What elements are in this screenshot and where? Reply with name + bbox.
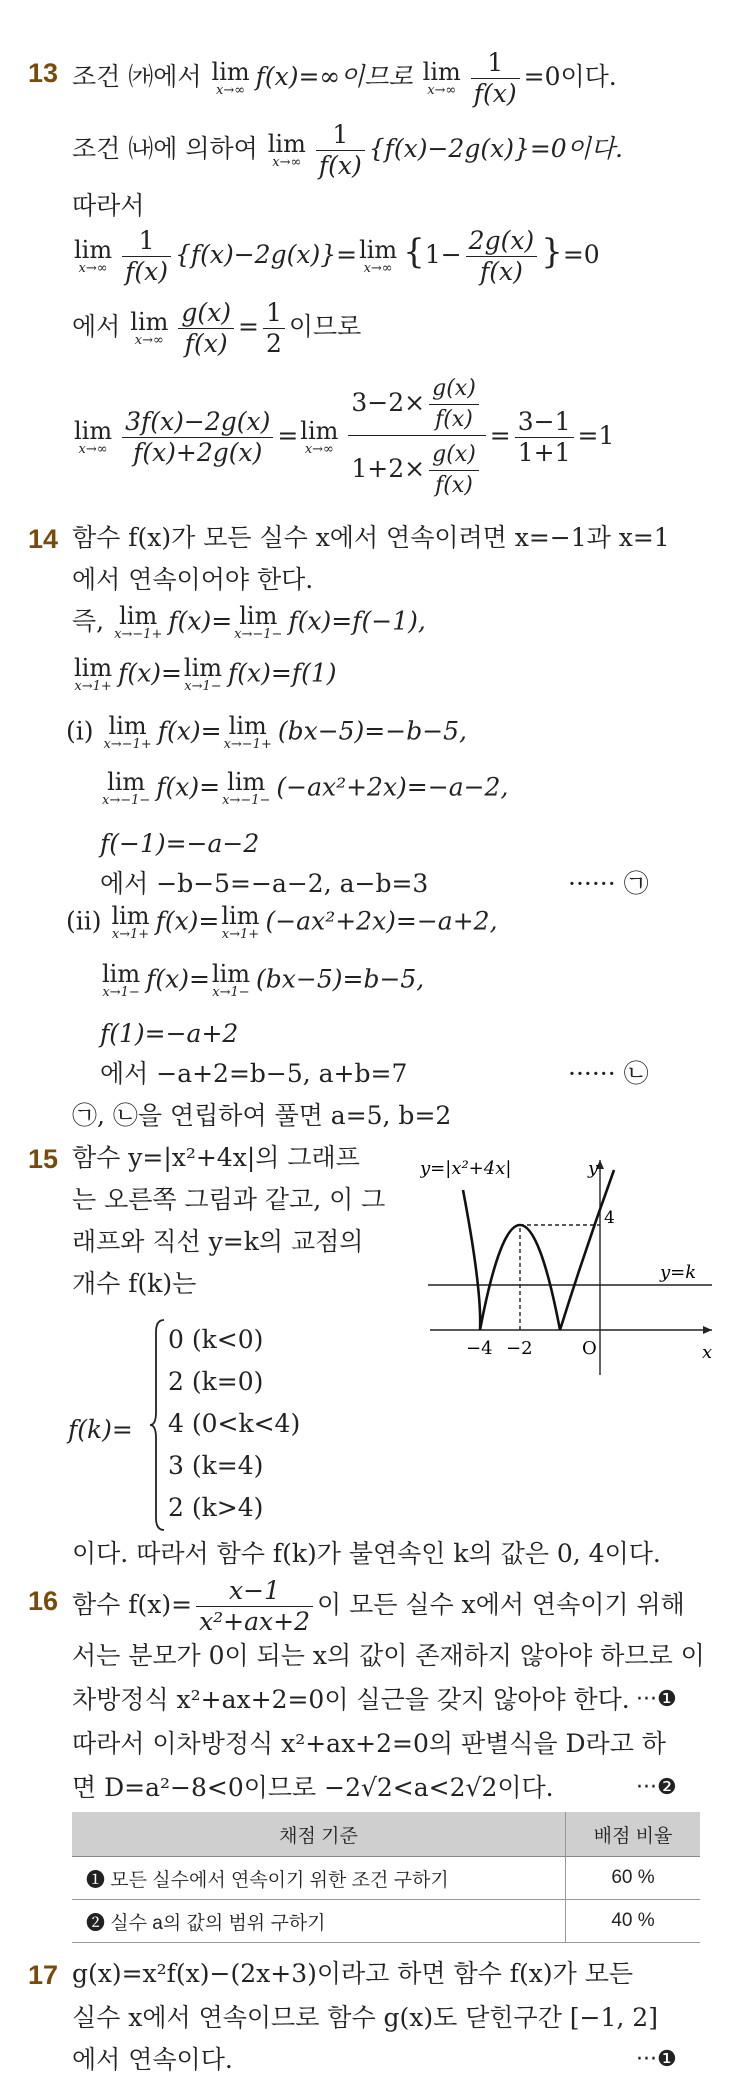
limit: lim x→−1+ bbox=[103, 712, 152, 752]
step-marker-2: ···❷ bbox=[636, 1775, 677, 1800]
fk-label: f(k)= bbox=[68, 1415, 133, 1444]
table-row bbox=[72, 1857, 700, 1900]
ratio-cell: 60 % bbox=[566, 1857, 701, 1900]
x-axis-arrow bbox=[703, 1326, 712, 1334]
p15-line-4: 개수 f(k)는 bbox=[72, 1269, 197, 1298]
problem-number-14: 14 bbox=[28, 524, 59, 554]
p14-line-4: lim x→1+ f(x)= lim x→1− f(x)=f(1) bbox=[74, 654, 337, 694]
p13-line-5: 에서 lim x→∞ $\frac{g(x)}{f(x)}$ = $\frac{1}{2}$ 이므로 bbox=[72, 298, 362, 358]
limit: lim x→1− bbox=[211, 960, 251, 1000]
limit: lim x→−1+ bbox=[223, 712, 272, 752]
p17-line-3: 에서 연속이다. bbox=[72, 2045, 233, 2074]
p17-line-2: 실수 x에서 연속이므로 함수 g(x)도 닫힌구간 [−1, 2] bbox=[72, 2003, 658, 2032]
case-row-3: 4 (0<k<4) bbox=[168, 1409, 301, 1438]
ratio-cell: 40 % bbox=[566, 1900, 701, 1943]
grading-table bbox=[72, 1812, 700, 1943]
limit: lim x→1− bbox=[183, 654, 223, 694]
p14-case-ii-line-3: f(1)=−a+2 bbox=[100, 1019, 239, 1048]
case-row-5: 2 (k>4) bbox=[168, 1493, 264, 1522]
p13-line-2: 조건 ㈏에 의하여 lim x→∞ $\frac{1}{f(x)}$ {f(x)−2g(x)}=0이다. bbox=[72, 120, 623, 180]
p14-line-1: 함수 f(x)가 모든 실수 x에서 연속이려면 x=−1과 x=1 bbox=[72, 523, 670, 552]
limit: lim x→∞ bbox=[267, 129, 306, 170]
p14-line-2: 에서 연속이어야 한다. bbox=[72, 565, 314, 594]
p13-line-3: 따라서 bbox=[72, 191, 145, 220]
header-criterion: 채점 기준 bbox=[72, 1812, 566, 1857]
criterion-cell: ❷ 실수 a의 값의 범위 구하기 bbox=[72, 1900, 566, 1943]
fraction: $\frac{1}{f(x)}$ bbox=[471, 48, 520, 109]
problem-number-16: 16 bbox=[28, 1586, 59, 1616]
p16-line-4: 따라서 이차방정식 x²+ax+2=0의 판별식을 D라고 하 bbox=[72, 1729, 666, 1758]
p17-line-1: g(x)=x²f(x)−(2x+3)이라고 하면 함수 f(x)가 모든 bbox=[72, 1959, 633, 1988]
case-row-4: 3 (k=4) bbox=[168, 1451, 264, 1480]
absolute-value-graph bbox=[420, 1150, 720, 1380]
case-row-2: 2 (k=0) bbox=[168, 1367, 264, 1396]
limit: lim x→∞ bbox=[130, 307, 169, 348]
limit: lim x→1+ bbox=[221, 902, 260, 942]
p14-case-i-line-4: 에서 −b−5=−a−2, a−b=3 bbox=[100, 869, 429, 898]
p15-line-2: 는 오른쪽 그림과 같고, 이 그 bbox=[72, 1185, 386, 1214]
p13-line-1 bbox=[72, 48, 617, 109]
p14-case-i-line-2: lim x→−1− f(x)= lim x→−1− (−ax²+2x)=−a−2, bbox=[102, 768, 509, 808]
p16-line-2: 서는 분모가 0이 되는 x의 값이 존재하지 않아야 하므로 이 bbox=[72, 1641, 705, 1670]
problem-number-15: 15 bbox=[28, 1144, 59, 1174]
problem-number-13: 13 bbox=[28, 58, 59, 88]
tick-minus-4: −4 bbox=[466, 1338, 493, 1359]
p14-case-ii-line-2: lim x→1− f(x)= lim x→1− (bx−5)=b−5, bbox=[102, 960, 425, 1000]
fraction: $\frac{3f(x)-2g(x)}{f(x)+2g(x)}$ bbox=[122, 407, 273, 468]
p16-line-1: 함수 f(x)= $\frac{x-1}{\text{x²+ax+2}}$ 이 모든 실수 x에서 연속이기 위해 bbox=[72, 1576, 685, 1636]
fraction: $\frac{2g(x)}{f(x)}$ bbox=[466, 226, 538, 287]
p13-text: =0이다. bbox=[523, 62, 617, 91]
step-marker-1: ···❶ bbox=[636, 2047, 677, 2072]
case-brace bbox=[148, 1316, 168, 1534]
x-axis-label: x bbox=[702, 1342, 713, 1363]
fraction: $\frac{g(x)}{f(x)}$ bbox=[429, 374, 479, 435]
line-label: y=k bbox=[660, 1262, 697, 1283]
limit: lim x→−1− bbox=[234, 602, 283, 642]
p14-case-ii-line-4: 에서 −a+2=b−5, a+b=7 bbox=[100, 1059, 408, 1088]
limit: lim x→−1− bbox=[222, 768, 271, 808]
table-header-row bbox=[72, 1812, 700, 1857]
compound-fraction: 3−2× $\frac{g(x)}{f(x)}$ 1+2× $\frac{g(x)}{f(x)}$ bbox=[348, 374, 485, 501]
origin-label: O bbox=[582, 1338, 597, 1359]
limit: lim x→∞ bbox=[300, 416, 339, 457]
limit: lim x→−1+ bbox=[114, 602, 163, 642]
header-ratio: 배점 비율 bbox=[566, 1812, 701, 1857]
fraction: $\frac{x-1}{\text{x²+ax+2}}$ bbox=[196, 1576, 313, 1637]
tick-4: 4 bbox=[604, 1208, 615, 1228]
p14-case-i-line-1: (i) lim x→−1+ f(x)= lim x→−1+ (bx−5)=−b−5, bbox=[66, 712, 468, 752]
tick-minus-2: −2 bbox=[506, 1338, 533, 1359]
limit: lim x→1− bbox=[102, 960, 141, 1000]
y-axis-label: y bbox=[588, 1158, 599, 1179]
p16-line-5: 면 D=a²−8<0이므로 −2√2<a<2√2이다. bbox=[72, 1773, 554, 1802]
curve-label: y=|x²+4x| bbox=[420, 1158, 512, 1179]
p14-case-i-line-3: f(−1)=−a−2 bbox=[100, 829, 260, 858]
curve bbox=[463, 1170, 614, 1330]
p15-line-3: 래프와 직선 y=k의 교점의 bbox=[72, 1227, 364, 1256]
p14-case-ii-line-1: (ii) lim x→1+ f(x)= lim x→1+ (−ax²+2x)=−a+2, bbox=[66, 902, 498, 942]
p16-line-3: 차방정식 x²+ax+2=0이 실근을 갖지 않아야 한다. bbox=[72, 1685, 630, 1714]
p13-line-6: lim x→∞ $\frac{3f(x)-2g(x)}{f(x)+2g(x)}$ = lim x→∞ 3−2× $\frac{g(x)}{f(x)}$ 1+2× $\frac{g(x)}{f(x)}$ = $\frac{3-1}{1+1}$ =1 bbox=[72, 374, 614, 501]
case-row-1: 0 (k<0) bbox=[168, 1325, 264, 1354]
problem-number-17: 17 bbox=[28, 1960, 59, 1990]
p15-line-1: 함수 y=|x²+4x|의 그래프 bbox=[72, 1143, 360, 1172]
step-marker-1: ···❶ bbox=[636, 1687, 677, 1712]
criterion-cell: ❶ 모든 실수에서 연속이기 위한 조건 구하기 bbox=[72, 1857, 566, 1900]
limit: lim x→∞ bbox=[359, 235, 398, 276]
equation-marker-2: ······ ㉡ bbox=[568, 1059, 649, 1088]
fraction: $\frac{1}{2}$ bbox=[263, 298, 285, 359]
limit: lim x→−1− bbox=[102, 768, 151, 808]
limit: lim x→1+ bbox=[74, 654, 113, 694]
limit: lim x→1+ bbox=[111, 902, 150, 942]
limit: lim x→∞ bbox=[74, 416, 113, 457]
p13-text: 조건 ㈎에서 bbox=[72, 62, 202, 91]
p13-line-4: lim x→∞ $\frac{1}{f(x)}$ {f(x)−2g(x)}= lim x→∞ {1− $\frac{2g(x)}{f(x)}$ }=0 bbox=[74, 226, 600, 286]
fraction: $\frac{3-1}{1+1}$ bbox=[515, 407, 574, 468]
limit: lim x→∞ bbox=[74, 235, 113, 276]
fraction: $\frac{g(x)}{f(x)}$ bbox=[429, 440, 479, 501]
table-row bbox=[72, 1900, 700, 1943]
fraction: $\frac{1}{f(x)}$ bbox=[316, 120, 365, 181]
limit: lim x→∞ bbox=[211, 57, 250, 98]
p14-line-3: 즉, lim x→−1+ f(x)= lim x→−1− f(x)=f(−1), bbox=[72, 602, 426, 642]
limit: lim x→∞ bbox=[422, 57, 461, 98]
p15-conclusion: 이다. 따라서 함수 f(k)가 불연속인 k의 값은 0, 4이다. bbox=[72, 1539, 661, 1568]
p14-conclusion: ㉠, ㉡을 연립하여 풀면 a=5, b=2 bbox=[72, 1101, 452, 1130]
fraction: $\frac{g(x)}{f(x)}$ bbox=[178, 298, 234, 359]
fraction: $\frac{1}{f(x)}$ bbox=[122, 226, 171, 287]
p13-text: f(x)=∞이므로 bbox=[255, 62, 413, 91]
equation-marker-1: ······ ㉠ bbox=[568, 869, 649, 898]
